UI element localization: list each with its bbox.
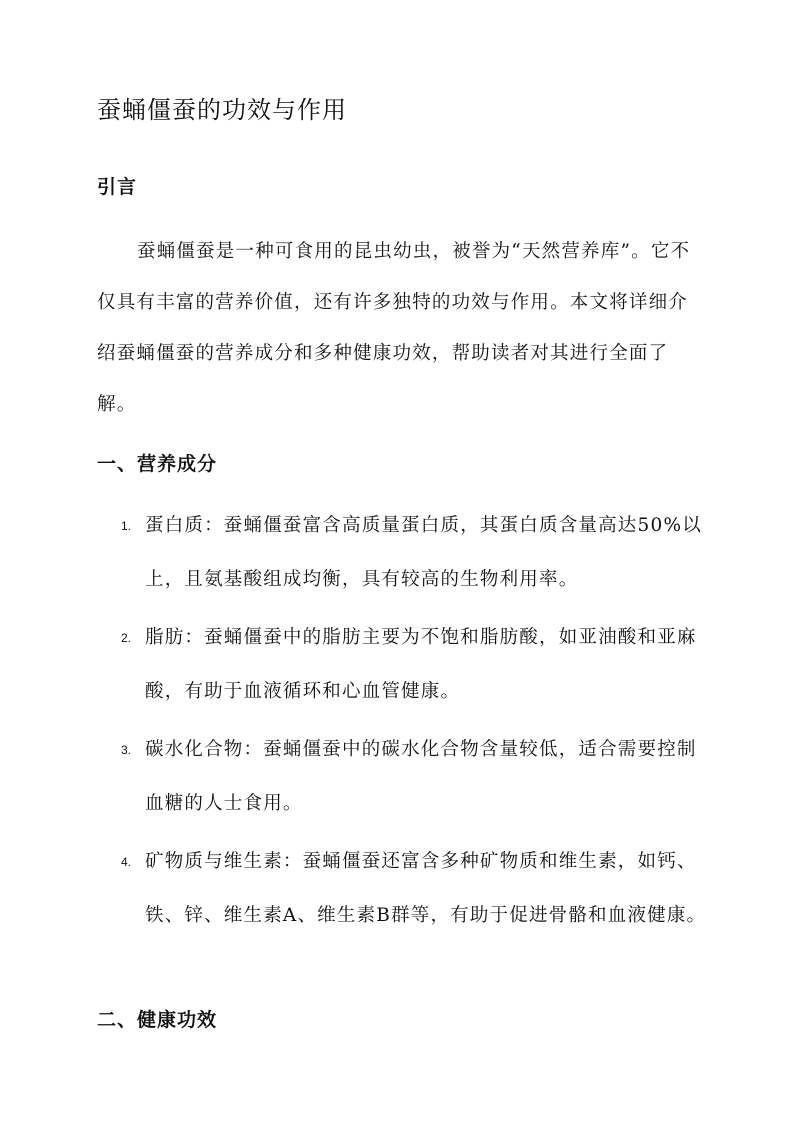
list-item [97,723,707,831]
document-title: 蚕蛹僵蚕的功效与作用 [97,96,347,124]
list-item-number: 1. [121,519,132,533]
nutrition-list [97,499,707,943]
list-item-text: 矿物质与维生素：蚕蛹僵蚕还富含多种矿物质和维生素，如钙、铁、锌、维生素A、维生素B群等，有助于促进骨骼和血液健康。 [145,851,707,926]
list-item [97,835,707,943]
section-heading-nutrition: 一、营养成分 [97,453,218,475]
list-item [97,499,707,607]
intro-paragraph: 蚕蛹僵蚕是一种可食用的昆虫幼虫，被誉为“天然营养库”。它不仅具有丰富的营养价值，还有许多独特的功效与作用。本文将详细介绍蚕蛹僵蚕的营养成分和多种健康功效，帮助读者对其进行全面了解。 [97,241,691,415]
list-item-number: 2. [121,631,132,645]
list-item-number: 4. [121,855,132,869]
list-item-text: 脂肪：蚕蛹僵蚕中的脂肪主要为不饱和脂肪酸，如亚油酸和亚麻酸，有助于血液循环和心血管健康。 [145,627,697,702]
section-heading-health: 二、健康功效 [97,1009,218,1031]
list-item-number: 3. [121,743,132,757]
list-item-text: 碳水化合物：蚕蛹僵蚕中的碳水化合物含量较低，适合需要控制血糖的人士食用。 [145,739,697,814]
section-heading-intro: 引言 [97,176,138,198]
list-item [97,611,707,719]
list-item-text: 蛋白质：蚕蛹僵蚕富含高质量蛋白质，其蛋白质含量高达50%以上，且氨基酸组成均衡，具有较高的生物利用率。 [145,515,702,590]
